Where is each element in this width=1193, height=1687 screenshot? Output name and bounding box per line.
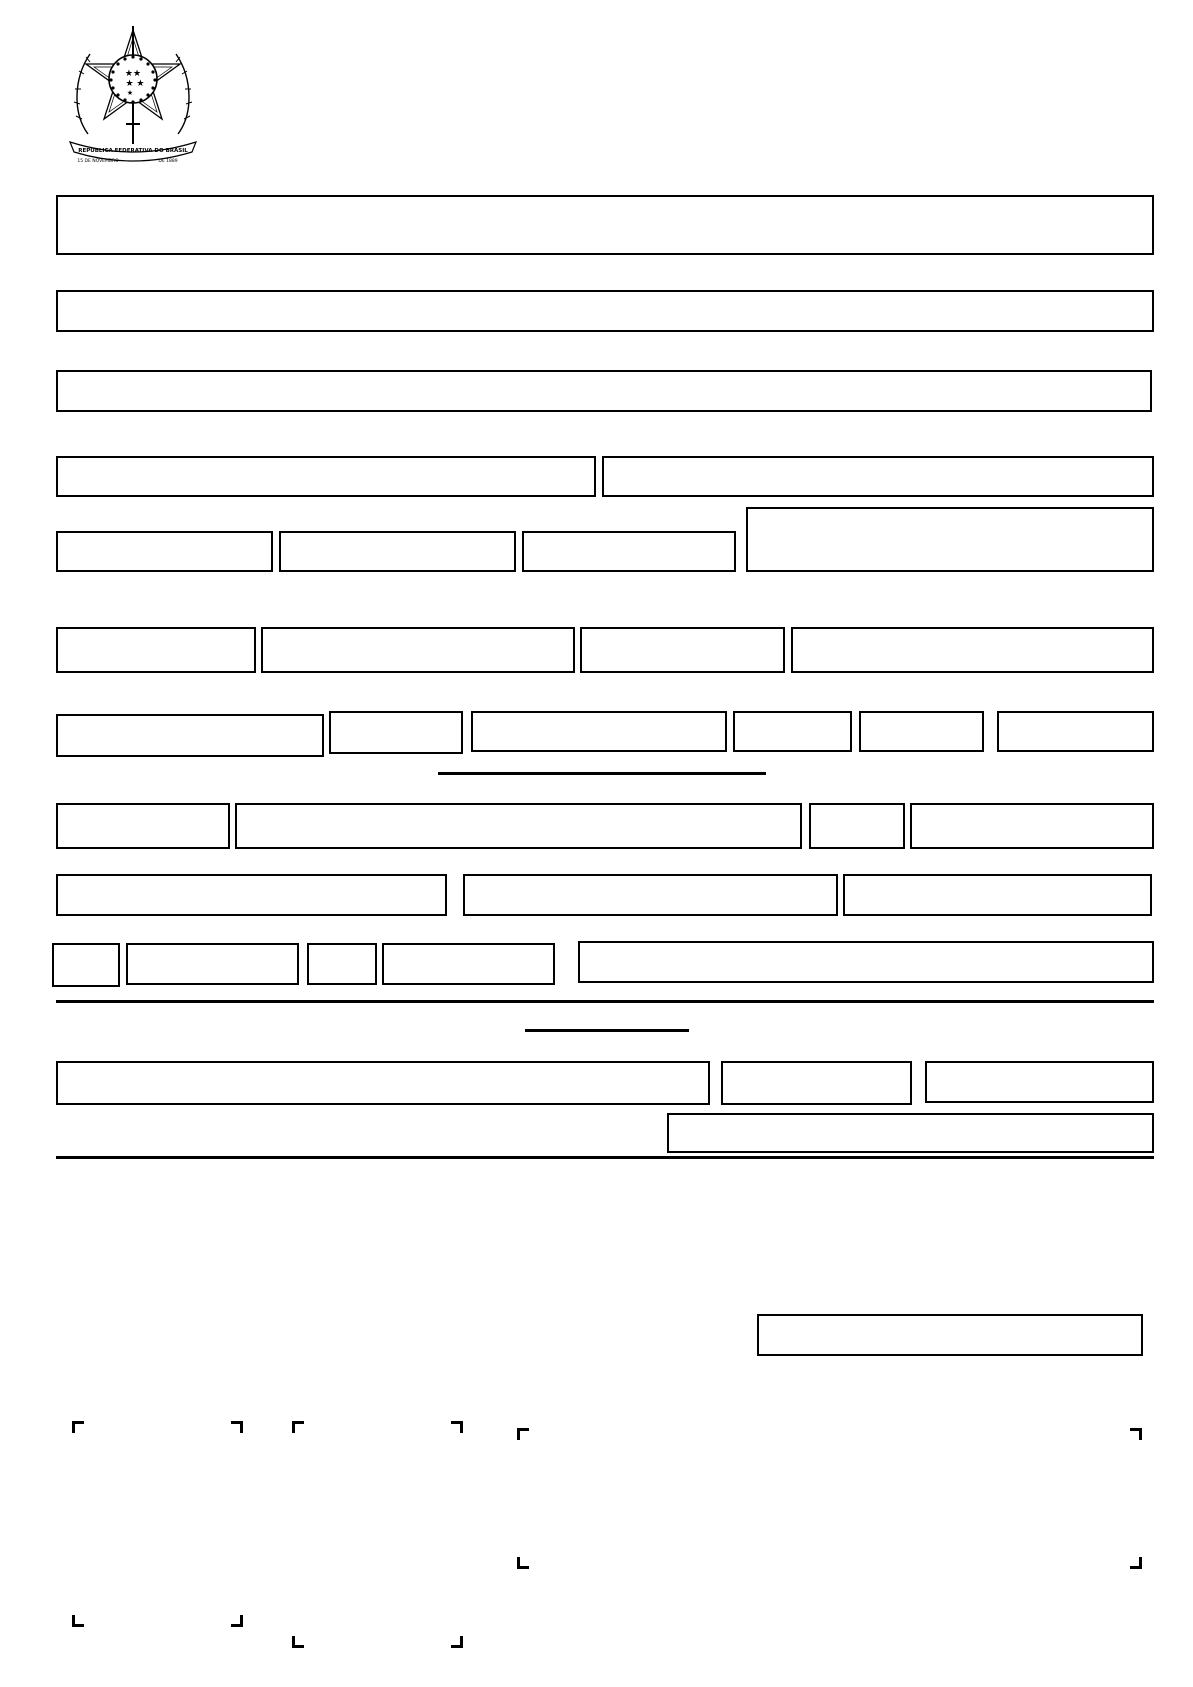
field-row9-a[interactable] (52, 943, 120, 987)
field-row7-b[interactable] (235, 803, 802, 849)
field-row5-d[interactable] (791, 627, 1154, 673)
field-row6-b[interactable] (329, 711, 463, 754)
field-row4-a[interactable] (56, 531, 273, 572)
field-row6-a[interactable] (56, 714, 324, 757)
svg-text:★ ★: ★ ★ (125, 79, 145, 89)
field-row4-d[interactable] (746, 507, 1154, 572)
field-header-box[interactable] (56, 195, 1154, 255)
field-row8-b[interactable] (463, 874, 838, 916)
field-row5-a[interactable] (56, 627, 256, 673)
field-row4-c[interactable] (522, 531, 736, 572)
svg-text:★★: ★★ (124, 69, 142, 79)
field-row5-b[interactable] (261, 627, 575, 673)
field-row6-d[interactable] (733, 711, 852, 752)
field-row9-d[interactable] (382, 943, 555, 985)
section-title-underline (525, 1029, 689, 1032)
field-row7-c[interactable] (809, 803, 905, 849)
field-row3-right[interactable] (602, 456, 1154, 497)
emblem-date-right: DE 1889 (158, 159, 178, 164)
field-row10-c[interactable] (925, 1061, 1154, 1103)
field-row6-f[interactable] (997, 711, 1154, 752)
field-bottom-right[interactable] (757, 1314, 1143, 1356)
field-row11[interactable] (667, 1113, 1154, 1153)
field-row2[interactable] (56, 370, 1152, 412)
field-row4-b[interactable] (279, 531, 516, 572)
field-row7-a[interactable] (56, 803, 230, 849)
field-row9-b[interactable] (126, 943, 299, 985)
field-row3-left[interactable] (56, 456, 596, 497)
field-row6-c[interactable] (471, 711, 727, 752)
field-row10-a[interactable] (56, 1061, 710, 1105)
field-row8-c[interactable] (843, 874, 1152, 916)
field-row9-e[interactable] (578, 941, 1154, 983)
section-divider-line-2 (56, 1156, 1154, 1159)
field-row8-a[interactable] (56, 874, 447, 916)
section-divider-underline (438, 772, 766, 775)
field-row7-d[interactable] (910, 803, 1154, 849)
field-row1[interactable] (56, 290, 1154, 332)
section-divider-line-1 (56, 1000, 1154, 1003)
svg-text:★: ★ (126, 89, 134, 97)
emblem-ribbon-text: REPUBLICA FEDERATIVA DO BRASIL (78, 148, 188, 154)
field-row6-e[interactable] (859, 711, 984, 752)
field-row10-b[interactable] (721, 1061, 912, 1105)
field-row5-c[interactable] (580, 627, 785, 673)
coat-of-arms-emblem (68, 24, 198, 164)
emblem-date-left: 15 DE NOVEMBRO (77, 159, 119, 164)
field-row9-c[interactable] (307, 943, 377, 985)
